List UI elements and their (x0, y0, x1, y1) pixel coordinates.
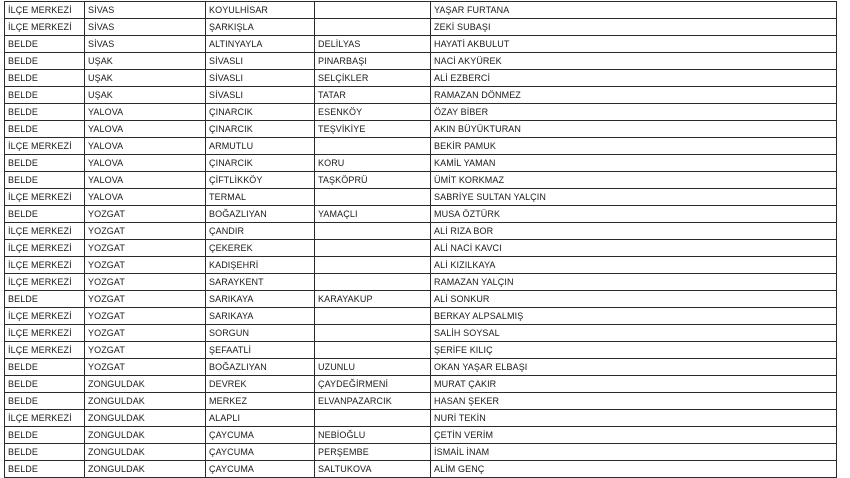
table-row (5, 223, 837, 240)
town-cell (315, 19, 431, 36)
province-cell: YOZGAT (85, 291, 206, 308)
candidate-name-cell: ALİ KIZILKAYA (431, 257, 837, 274)
town-cell (315, 325, 431, 342)
district-cell: BOĞAZLIYAN (206, 359, 315, 376)
province-cell: YOZGAT (85, 206, 206, 223)
table-row (5, 121, 837, 138)
table-row (5, 376, 837, 393)
province-cell: SİVAS (85, 2, 206, 19)
candidate-name-cell: MUSA ÖZTÜRK (431, 206, 837, 223)
province-cell: YALOVA (85, 104, 206, 121)
town-cell: KORU (315, 155, 431, 172)
candidate-table (4, 1, 837, 478)
table-row (5, 427, 837, 444)
province-cell: YOZGAT (85, 223, 206, 240)
candidate-name-cell: ALİ RIZA BOR (431, 223, 837, 240)
unit-type-cell: BELDE (5, 376, 85, 393)
town-cell (315, 240, 431, 257)
district-cell: ÇINARCIK (206, 155, 315, 172)
town-cell: NEBİOĞLU (315, 427, 431, 444)
unit-type-cell: BELDE (5, 87, 85, 104)
unit-type-cell: İLÇE MERKEZİ (5, 223, 85, 240)
table-row (5, 36, 837, 53)
candidate-name-cell: İSMAİL İNAM (431, 444, 837, 461)
town-cell: PERŞEMBE (315, 444, 431, 461)
district-cell: ARMUTLU (206, 138, 315, 155)
unit-type-cell: İLÇE MERKEZİ (5, 410, 85, 427)
candidate-name-cell: SABRİYE SULTAN YALÇIN (431, 189, 837, 206)
province-cell: SİVAS (85, 19, 206, 36)
candidate-name-cell: MURAT ÇAKIR (431, 376, 837, 393)
town-cell: TATAR (315, 87, 431, 104)
province-cell: YOZGAT (85, 342, 206, 359)
candidate-name-cell: ALİ EZBERCİ (431, 70, 837, 87)
town-cell (315, 189, 431, 206)
table-row (5, 308, 837, 325)
town-cell: PINARBAŞI (315, 53, 431, 70)
district-cell: SARIKAYA (206, 291, 315, 308)
town-cell: YAMAÇLI (315, 206, 431, 223)
province-cell: YOZGAT (85, 240, 206, 257)
province-cell: YOZGAT (85, 308, 206, 325)
town-cell: SELÇİKLER (315, 70, 431, 87)
candidate-name-cell: NURİ TEKİN (431, 410, 837, 427)
table-row (5, 410, 837, 427)
district-cell: ÇAYCUMA (206, 444, 315, 461)
town-cell (315, 342, 431, 359)
unit-type-cell: BELDE (5, 206, 85, 223)
district-cell: SARIKAYA (206, 308, 315, 325)
candidate-table-body (5, 2, 837, 478)
district-cell: KOYULHİSAR (206, 2, 315, 19)
town-cell (315, 274, 431, 291)
town-cell (315, 138, 431, 155)
unit-type-cell: İLÇE MERKEZİ (5, 189, 85, 206)
town-cell: DELİLYAS (315, 36, 431, 53)
district-cell: DEVREK (206, 376, 315, 393)
district-cell: ÇINARCIK (206, 121, 315, 138)
candidate-name-cell: ÜMİT KORKMAZ (431, 172, 837, 189)
province-cell: YOZGAT (85, 274, 206, 291)
table-row (5, 155, 837, 172)
district-cell: KADIŞEHRİ (206, 257, 315, 274)
unit-type-cell: BELDE (5, 172, 85, 189)
district-cell: SORGUN (206, 325, 315, 342)
table-row (5, 444, 837, 461)
candidate-name-cell: ÇETİN VERİM (431, 427, 837, 444)
unit-type-cell: BELDE (5, 444, 85, 461)
unit-type-cell: BELDE (5, 359, 85, 376)
town-cell: UZUNLU (315, 359, 431, 376)
province-cell: ZONGULDAK (85, 376, 206, 393)
candidate-name-cell: ALİ SONKUR (431, 291, 837, 308)
province-cell: YOZGAT (85, 257, 206, 274)
candidate-name-cell: BEKİR PAMUK (431, 138, 837, 155)
district-cell: TERMAL (206, 189, 315, 206)
province-cell: YALOVA (85, 189, 206, 206)
candidate-name-cell: RAMAZAN YALÇIN (431, 274, 837, 291)
table-row (5, 274, 837, 291)
province-cell: UŞAK (85, 70, 206, 87)
unit-type-cell: İLÇE MERKEZİ (5, 325, 85, 342)
unit-type-cell: İLÇE MERKEZİ (5, 342, 85, 359)
unit-type-cell: İLÇE MERKEZİ (5, 274, 85, 291)
candidate-name-cell: RAMAZAN DÖNMEZ (431, 87, 837, 104)
unit-type-cell: BELDE (5, 70, 85, 87)
table-row (5, 70, 837, 87)
province-cell: UŞAK (85, 87, 206, 104)
district-cell: SİVASLI (206, 87, 315, 104)
province-cell: ZONGULDAK (85, 444, 206, 461)
candidate-name-cell: KAMİL YAMAN (431, 155, 837, 172)
unit-type-cell: BELDE (5, 427, 85, 444)
unit-type-cell: BELDE (5, 155, 85, 172)
province-cell: UŞAK (85, 53, 206, 70)
district-cell: ÇİFTLİKKÖY (206, 172, 315, 189)
table-row (5, 393, 837, 410)
district-cell: ŞEFAATLİ (206, 342, 315, 359)
province-cell: ZONGULDAK (85, 393, 206, 410)
town-cell: KARAYAKUP (315, 291, 431, 308)
table-row (5, 138, 837, 155)
town-cell: SALTUKOVA (315, 461, 431, 478)
province-cell: YALOVA (85, 121, 206, 138)
candidate-name-cell: OKAN YAŞAR ELBAŞI (431, 359, 837, 376)
district-cell: SARAYKENT (206, 274, 315, 291)
town-cell (315, 257, 431, 274)
province-cell: YOZGAT (85, 359, 206, 376)
unit-type-cell: İLÇE MERKEZİ (5, 308, 85, 325)
unit-type-cell: BELDE (5, 53, 85, 70)
table-row (5, 53, 837, 70)
district-cell: SİVASLI (206, 53, 315, 70)
table-row (5, 19, 837, 36)
table-row (5, 325, 837, 342)
province-cell: YOZGAT (85, 325, 206, 342)
candidate-name-cell: AKIN BÜYÜKTURAN (431, 121, 837, 138)
province-cell: YALOVA (85, 138, 206, 155)
candidate-name-cell: BERKAY ALPSALMIŞ (431, 308, 837, 325)
candidate-name-cell: ZEKİ SUBAŞI (431, 19, 837, 36)
province-cell: ZONGULDAK (85, 427, 206, 444)
table-row (5, 172, 837, 189)
town-cell (315, 223, 431, 240)
candidate-name-cell: YAŞAR FURTANA (431, 2, 837, 19)
table-row (5, 104, 837, 121)
town-cell: TEŞVİKİYE (315, 121, 431, 138)
town-cell (315, 410, 431, 427)
candidate-name-cell: HASAN ŞEKER (431, 393, 837, 410)
town-cell: ELVANPAZARCIK (315, 393, 431, 410)
unit-type-cell: BELDE (5, 393, 85, 410)
candidate-name-cell: HAYATİ AKBULUT (431, 36, 837, 53)
province-cell: YALOVA (85, 155, 206, 172)
district-cell: ÇINARCIK (206, 104, 315, 121)
town-cell: TAŞKÖPRÜ (315, 172, 431, 189)
district-cell: ÇAYCUMA (206, 461, 315, 478)
province-cell: SİVAS (85, 36, 206, 53)
province-cell: ZONGULDAK (85, 461, 206, 478)
unit-type-cell: İLÇE MERKEZİ (5, 240, 85, 257)
unit-type-cell: İLÇE MERKEZİ (5, 257, 85, 274)
district-cell: MERKEZ (206, 393, 315, 410)
table-row (5, 2, 837, 19)
table-row (5, 189, 837, 206)
province-cell: YALOVA (85, 172, 206, 189)
candidate-name-cell: NACİ AKYÜREK (431, 53, 837, 70)
district-cell: SİVASLI (206, 70, 315, 87)
district-cell: ÇEKEREK (206, 240, 315, 257)
district-cell: ŞARKIŞLA (206, 19, 315, 36)
candidate-name-cell: ÖZAY BİBER (431, 104, 837, 121)
town-cell (315, 308, 431, 325)
table-row (5, 240, 837, 257)
district-cell: ALTINYAYLA (206, 36, 315, 53)
unit-type-cell: BELDE (5, 291, 85, 308)
unit-type-cell: İLÇE MERKEZİ (5, 2, 85, 19)
candidate-name-cell: ALİ NACİ KAVCI (431, 240, 837, 257)
table-row (5, 257, 837, 274)
candidate-name-cell: ALİM GENÇ (431, 461, 837, 478)
unit-type-cell: BELDE (5, 104, 85, 121)
unit-type-cell: BELDE (5, 461, 85, 478)
candidate-name-cell: SALİH SOYSAL (431, 325, 837, 342)
district-cell: ALAPLI (206, 410, 315, 427)
unit-type-cell: İLÇE MERKEZİ (5, 138, 85, 155)
table-row (5, 206, 837, 223)
town-cell: ESENKÖY (315, 104, 431, 121)
unit-type-cell: BELDE (5, 121, 85, 138)
district-cell: ÇAYCUMA (206, 427, 315, 444)
table-row (5, 291, 837, 308)
candidate-name-cell: ŞERİFE KILIÇ (431, 342, 837, 359)
town-cell (315, 2, 431, 19)
town-cell: ÇAYDEĞİRMENİ (315, 376, 431, 393)
table-row (5, 359, 837, 376)
district-cell: BOĞAZLIYAN (206, 206, 315, 223)
province-cell: ZONGULDAK (85, 410, 206, 427)
unit-type-cell: İLÇE MERKEZİ (5, 19, 85, 36)
unit-type-cell: BELDE (5, 36, 85, 53)
district-cell: ÇANDIR (206, 223, 315, 240)
table-row (5, 342, 837, 359)
table-row (5, 87, 837, 104)
table-row (5, 461, 837, 478)
